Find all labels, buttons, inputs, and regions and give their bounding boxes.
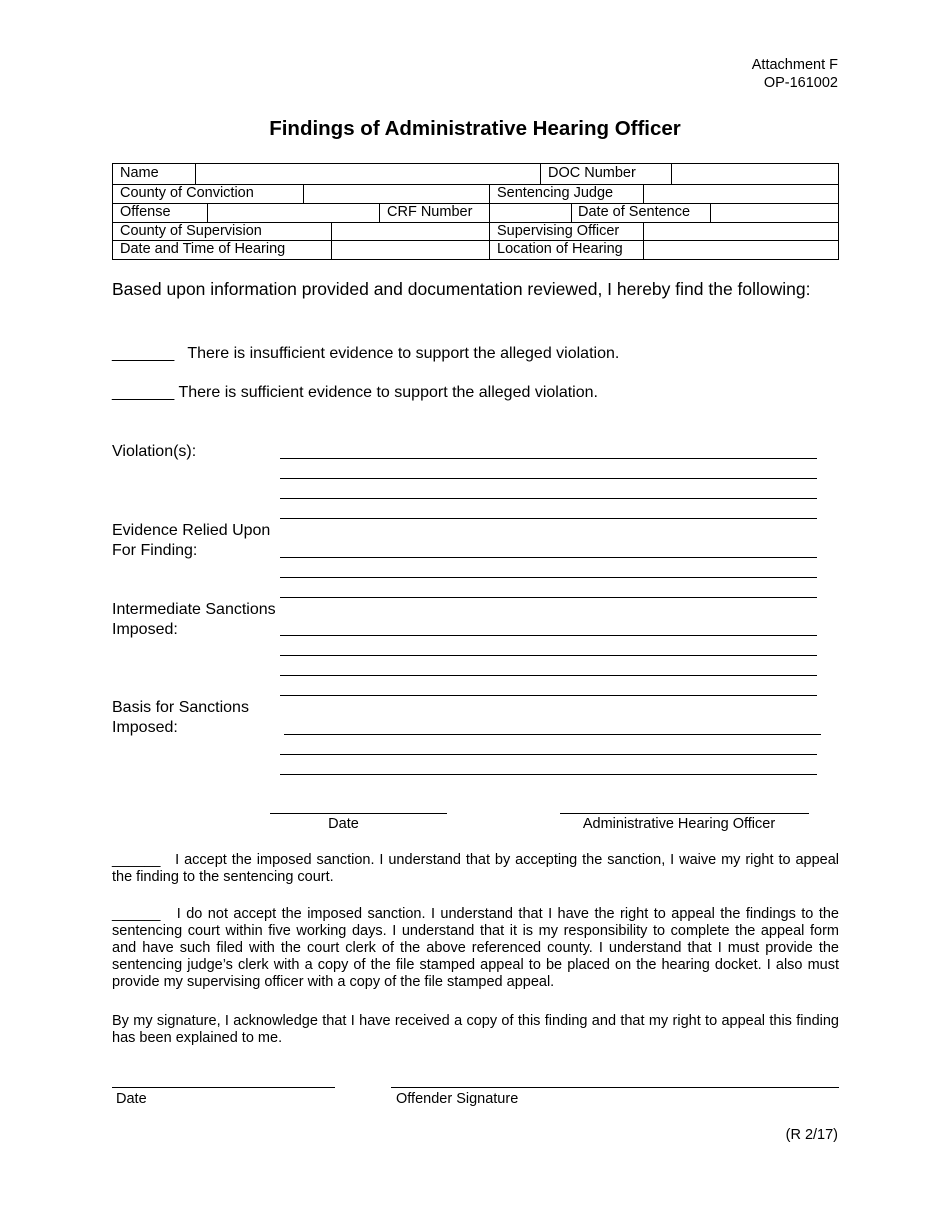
offender-date-label: Date bbox=[116, 1091, 147, 1107]
sufficient-text: There is sufficient evidence to support the alleged violation. bbox=[178, 384, 598, 401]
sanctions-line[interactable] bbox=[280, 635, 817, 636]
officer-signature-line[interactable] bbox=[560, 813, 809, 814]
decline-text: I do not accept the imposed sanction. I understand that I have the right to appeal the findings to the sentencing court within five working days. I understand that it is my responsibility to complete the appeal form and have such filed with the court clerk of the above referenced county. I understand that I must provide the sentencing judge’s clerk with a copy of the file stamped appeal to be placed on the hearing docket. I also must provide my supervising officer with a copy of the file stamped appeal. bbox=[112, 906, 839, 990]
violations-line[interactable] bbox=[280, 458, 817, 459]
evidence-line[interactable] bbox=[280, 557, 817, 558]
location-of-hearing-label: Location of Hearing bbox=[497, 241, 623, 257]
supervising-officer-field[interactable] bbox=[643, 223, 839, 240]
sufficient-blank[interactable]: _______ bbox=[112, 384, 175, 401]
violations-line[interactable] bbox=[280, 478, 817, 479]
supervising-officer-label: Supervising Officer bbox=[497, 223, 620, 239]
sanctions-line[interactable] bbox=[280, 675, 817, 676]
offense-label: Offense bbox=[120, 204, 171, 220]
page-title: Findings of Administrative Hearing Officer bbox=[269, 117, 681, 140]
evidence-line[interactable] bbox=[280, 577, 817, 578]
info-row-offense bbox=[112, 204, 839, 223]
basis-label-line2: Imposed: bbox=[112, 719, 178, 736]
offender-signature-line[interactable] bbox=[391, 1087, 839, 1088]
violations-line[interactable] bbox=[280, 518, 817, 519]
insufficient-text: There is insufficient evidence to support the alleged violation. bbox=[187, 345, 620, 362]
name-field[interactable] bbox=[195, 164, 540, 184]
date-time-hearing-field[interactable] bbox=[331, 241, 489, 259]
crf-number-field[interactable] bbox=[489, 204, 571, 222]
sanctions-label bbox=[112, 600, 276, 640]
doc-number-label: DOC Number bbox=[548, 165, 636, 181]
sanctions-line[interactable] bbox=[280, 655, 817, 656]
county-of-conviction-field[interactable] bbox=[303, 185, 489, 203]
date-of-sentence-label: Date of Sentence bbox=[578, 204, 691, 220]
sanctions-line[interactable] bbox=[280, 695, 817, 696]
basis-line[interactable] bbox=[284, 734, 821, 735]
offense-field[interactable] bbox=[207, 204, 379, 222]
info-row-conviction bbox=[112, 185, 839, 204]
info-row-supervision bbox=[112, 223, 839, 241]
basis-line[interactable] bbox=[280, 774, 817, 775]
accept-text: I accept the imposed sanction. I understand that by accepting the sanction, I waive my right to appeal the finding to the sentencing court. bbox=[112, 852, 839, 885]
offender-signature-label: Offender Signature bbox=[396, 1091, 519, 1107]
revision-label: (R 2/17) bbox=[785, 1127, 838, 1143]
date-of-sentence-field[interactable] bbox=[710, 204, 839, 222]
sentencing-judge-field[interactable] bbox=[643, 185, 839, 203]
accept-blank[interactable]: ______ bbox=[112, 852, 161, 868]
evidence-label bbox=[112, 521, 270, 561]
decline-paragraph bbox=[112, 906, 839, 991]
sufficient-option bbox=[112, 384, 598, 402]
insufficient-blank[interactable]: _______ bbox=[112, 345, 175, 362]
violations-line[interactable] bbox=[280, 498, 817, 499]
sanctions-label-line2: Imposed: bbox=[112, 621, 178, 638]
findings-intro: Based upon information provided and documentation reviewed, I hereby find the following: bbox=[112, 279, 811, 299]
county-of-supervision-field[interactable] bbox=[331, 223, 489, 240]
violations-label: Violation(s): bbox=[112, 443, 197, 460]
offender-date-line[interactable] bbox=[112, 1087, 335, 1088]
evidence-label-line2: For Finding: bbox=[112, 542, 198, 559]
sanctions-label-line1: Intermediate Sanctions bbox=[112, 601, 276, 618]
officer-title-label: Administrative Hearing Officer bbox=[582, 816, 776, 832]
attachment-label: Attachment F bbox=[751, 57, 838, 73]
evidence-line[interactable] bbox=[280, 597, 817, 598]
basis-line[interactable] bbox=[280, 754, 817, 755]
officer-date-line[interactable] bbox=[270, 813, 447, 814]
info-row-hearing bbox=[112, 241, 839, 260]
officer-date-label: Date bbox=[328, 816, 359, 832]
op-number: OP-161002 bbox=[763, 75, 838, 91]
county-of-conviction-label: County of Conviction bbox=[120, 185, 254, 201]
insufficient-option bbox=[112, 345, 619, 363]
decline-blank[interactable]: ______ bbox=[112, 906, 161, 922]
date-time-hearing-label: Date and Time of Hearing bbox=[120, 241, 286, 257]
location-of-hearing-field[interactable] bbox=[643, 241, 839, 259]
evidence-label-line1: Evidence Relied Upon bbox=[112, 522, 271, 539]
acknowledge-paragraph: By my signature, I acknowledge that I have received a copy of this finding and that my right to appeal this finding has been explained to me. bbox=[112, 1013, 839, 1046]
info-table bbox=[112, 163, 839, 260]
doc-number-field[interactable] bbox=[671, 164, 839, 184]
county-of-supervision-label: County of Supervision bbox=[120, 223, 262, 239]
crf-number-label: CRF Number bbox=[387, 204, 473, 220]
accept-paragraph bbox=[112, 852, 839, 886]
basis-label bbox=[112, 698, 249, 738]
name-label: Name bbox=[120, 165, 159, 181]
sentencing-judge-label: Sentencing Judge bbox=[497, 185, 614, 201]
info-row-name bbox=[112, 163, 839, 185]
basis-label-line1: Basis for Sanctions bbox=[112, 699, 249, 716]
